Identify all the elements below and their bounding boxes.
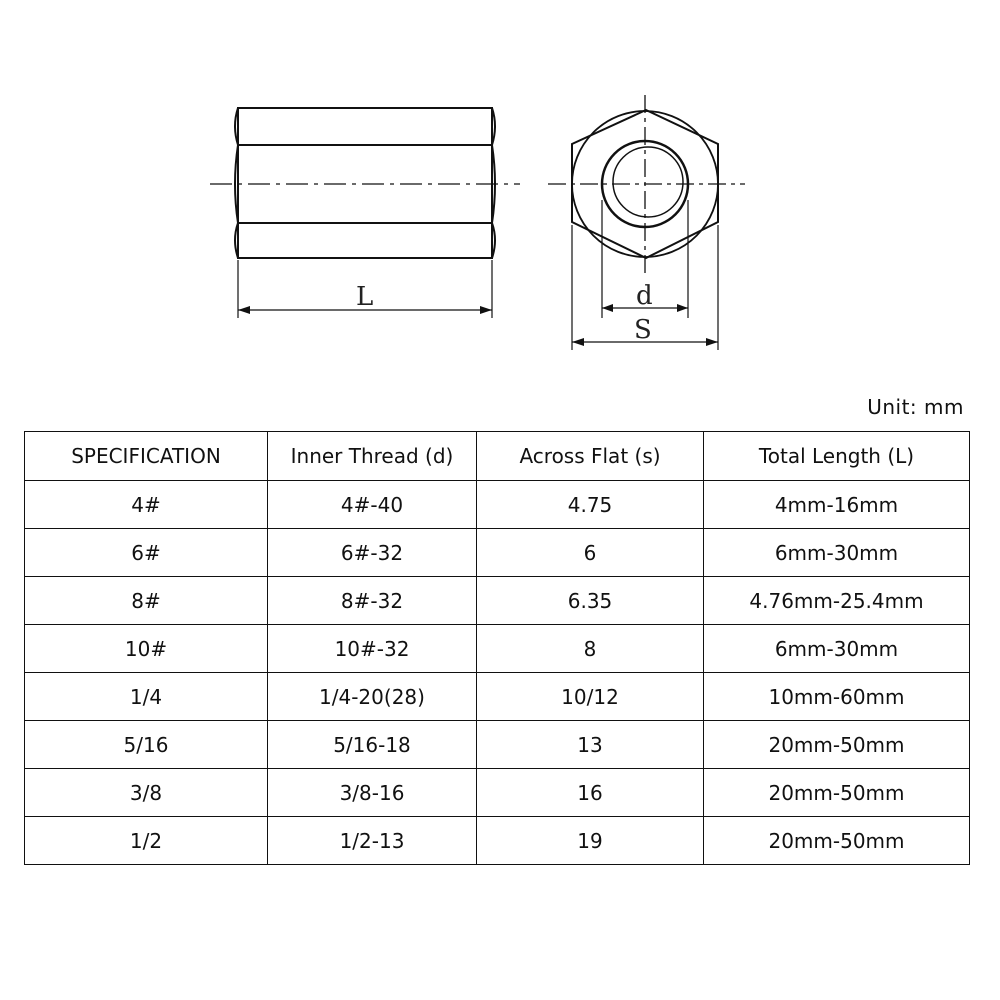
cell-total-length: 10mm-60mm [704, 673, 970, 721]
cell-inner-thread: 3/8-16 [268, 769, 477, 817]
table-row [25, 577, 970, 625]
cell-inner-thread: 8#-32 [268, 577, 477, 625]
unit-note: Unit: mm [867, 395, 964, 419]
end-view [548, 95, 745, 350]
cell-across-flat: 8 [477, 625, 704, 673]
header-total-length: Total Length (L) [704, 432, 970, 481]
cell-across-flat: 19 [477, 817, 704, 865]
cell-total-length: 6mm-30mm [704, 529, 970, 577]
cell-inner-thread: 4#-40 [268, 481, 477, 529]
cell-across-flat: 16 [477, 769, 704, 817]
cell-total-length: 4mm-16mm [704, 481, 970, 529]
table-row [25, 673, 970, 721]
cell-specification: 1/4 [25, 673, 268, 721]
cell-total-length: 20mm-50mm [704, 769, 970, 817]
table-row [25, 769, 970, 817]
cell-total-length: 4.76mm-25.4mm [704, 577, 970, 625]
cell-total-length: 20mm-50mm [704, 721, 970, 769]
cell-total-length: 6mm-30mm [704, 625, 970, 673]
header-inner-thread: Inner Thread (d) [268, 432, 477, 481]
cell-across-flat: 13 [477, 721, 704, 769]
cell-total-length: 20mm-50mm [704, 817, 970, 865]
cell-specification: 5/16 [25, 721, 268, 769]
cell-specification: 10# [25, 625, 268, 673]
spec-table [24, 431, 970, 865]
cell-specification: 8# [25, 577, 268, 625]
header-specification: SPECIFICATION [25, 432, 268, 481]
cell-across-flat: 6 [477, 529, 704, 577]
cell-across-flat: 4.75 [477, 481, 704, 529]
table-row [25, 529, 970, 577]
thread-label: d [636, 281, 653, 311]
across-flat-label: S [634, 315, 652, 345]
cell-across-flat: 10/12 [477, 673, 704, 721]
cell-inner-thread: 5/16-18 [268, 721, 477, 769]
cell-specification: 6# [25, 529, 268, 577]
header-across-flat: Across Flat (s) [477, 432, 704, 481]
cell-specification: 1/2 [25, 817, 268, 865]
table-row [25, 817, 970, 865]
cell-specification: 4# [25, 481, 268, 529]
cell-inner-thread: 1/2-13 [268, 817, 477, 865]
table-row [25, 721, 970, 769]
cell-across-flat: 6.35 [477, 577, 704, 625]
cell-specification: 3/8 [25, 769, 268, 817]
cell-inner-thread: 1/4-20(28) [268, 673, 477, 721]
cell-inner-thread: 6#-32 [268, 529, 477, 577]
table-header-row [25, 432, 970, 481]
cell-inner-thread: 10#-32 [268, 625, 477, 673]
technical-drawing [0, 0, 1000, 380]
length-label: L [356, 282, 374, 312]
table-row [25, 625, 970, 673]
table-row [25, 481, 970, 529]
